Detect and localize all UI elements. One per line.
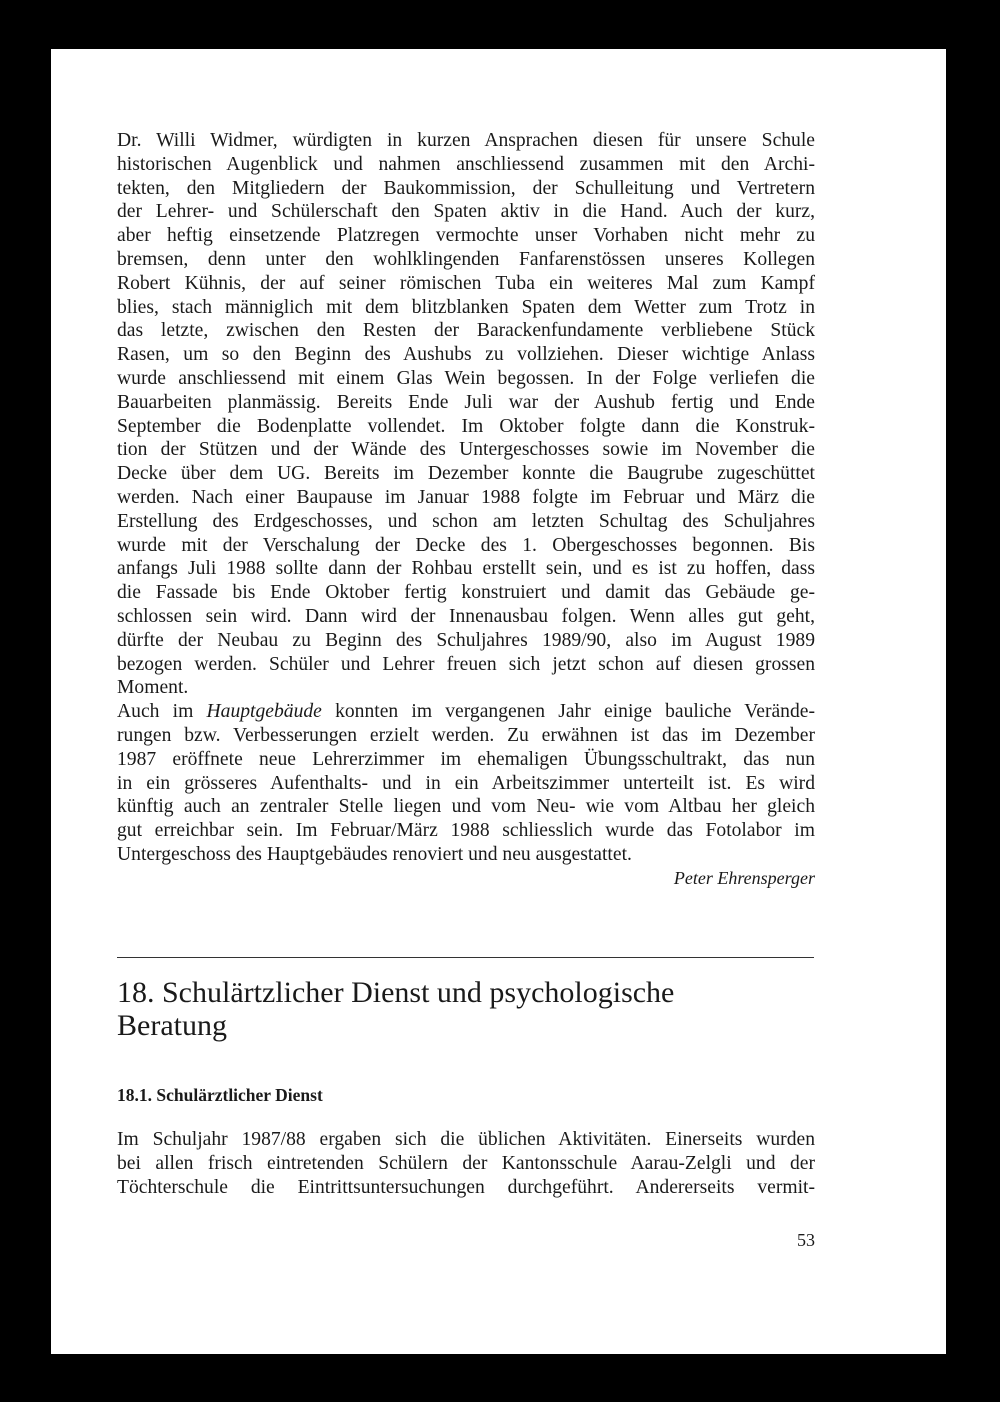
section-title-line: Beratung [117,1009,227,1042]
text-line [117,700,815,724]
section-body [117,1128,815,1199]
text-line: der Lehrer- und Schülerschaft den Spaten aktiv in die Hand. Auch der kurz, [117,201,815,223]
text-line: rungen bzw. Verbesserungen erzielt werden. Zu erwähnen ist das im Dezember [117,724,815,746]
subsection-title: 18.1. Schulärztlicher Dienst [117,1085,323,1105]
article-body [117,129,815,891]
text-line: blies, stach männiglich mit dem blitzblanken Spaten dem Wetter zum Trotz in [117,296,815,318]
page-number: 53 [797,1230,815,1250]
text-line: 1987 eröffnete neue Lehrerzimmer im ehemaligen Übungsschultrakt, das nun [117,748,815,770]
author-signature: Peter Ehrensperger [673,867,815,888]
section-title [117,976,837,1042]
text-line: bremsen, denn unter den wohlklingenden Fanfarenstössen unseres Kollegen [117,248,815,270]
text-line: werden. Nach einer Baupause im Januar 1988 folgte im Februar und März die [117,486,815,508]
text-line: Töchterschule die Eintrittsuntersuchungen durchgeführt. Andererseits vermit- [117,1176,815,1198]
text-run: konnten im vergangenen Jahr einige bauliche Verände- [321,701,815,723]
text-line: die Fassade bis Ende Oktober fertig konstruiert und damit das Gebäude ge- [117,582,815,604]
text-line: September die Bodenplatte vollendet. Im Oktober folgte dann die Konstruk- [117,415,815,437]
text-line: Decke über dem UG. Bereits im Dezember konnte die Baugrube zugeschüttet [117,463,815,485]
text-line: bei allen frisch eintretenden Schülern der Kantonsschule Aarau-Zelgli und der [117,1152,815,1174]
italic-term: Hauptgebäude [206,701,322,723]
text-line: bezogen werden. Schüler und Lehrer freuen sich jetzt schon auf diesen grossen [117,653,815,675]
text-line: Rasen, um so den Beginn des Aushubs zu vollziehen. Dieser wichtige Anlass [117,344,815,366]
text-line: Moment. [117,677,189,699]
text-line: historischen Augenblick und nahmen anschliessend zusammen mit den Archi- [117,153,815,175]
text-line: Erstellung des Erdgeschosses, und schon am letzten Schultag des Schuljahres [117,510,815,532]
text-line: wurde anschliessend mit einem Glas Wein begossen. In der Folge verliefen die [117,367,815,389]
section-title-line: 18. Schulärtzlicher Dienst und psychologische [117,976,675,1009]
text-line: das letzte, zwischen den Resten der Barackenfundamente verbliebene Stück [117,320,815,342]
text-run: Auch im [117,701,207,723]
text-line: aber heftig einsetzende Platzregen vermochte unser Vorhaben nicht mehr zu [117,225,815,247]
text-line: Robert Kühnis, der auf seiner römischen Tuba ein weiteres Mal zum Kampf [117,272,815,294]
text-line: Bauarbeiten planmässig. Bereits Ende Juli war der Aushub fertig und Ende [117,391,815,413]
text-line: Dr. Willi Widmer, würdigten in kurzen Ansprachen diesen für unsere Schule [117,130,815,151]
text-line: tekten, den Mitgliedern der Baukommission, der Schulleitung und Vertretern [117,177,815,199]
document-page [51,49,946,1354]
text-line: schlossen sein wird. Dann wird der Innenausbau folgen. Wenn alles gut geht, [117,605,815,627]
text-line: dürfte der Neubau zu Beginn des Schuljahres 1989/90, also im August 1989 [117,629,815,651]
text-line: in ein grösseres Aufenthalts- und in ein Arbeitszimmer unterteilt ist. Es wird [117,772,815,794]
text-line: gut erreichbar sein. Im Februar/März 1988 schliesslich wurde das Fotolabor im [117,820,815,842]
text-line: Im Schuljahr 1987/88 ergaben sich die üblichen Aktivitäten. Einerseits wurden [117,1129,815,1150]
text-line: tion der Stützen und der Wände des Untergeschosses sowie im November die [117,439,815,461]
text-line: Untergeschoss des Hauptgebäudes renoviert und neu ausgestattet. [117,843,632,865]
text-line: anfangs Juli 1988 sollte dann der Rohbau erstellt sein, und es ist zu hoffen, dass [117,558,815,580]
section-divider [117,957,814,958]
text-line: künftig auch an zentraler Stelle liegen und vom Neu- wie vom Altbau her gleich [117,796,815,818]
text-line: wurde mit der Verschalung der Decke des 1. Obergeschosses begonnen. Bis [117,534,815,556]
